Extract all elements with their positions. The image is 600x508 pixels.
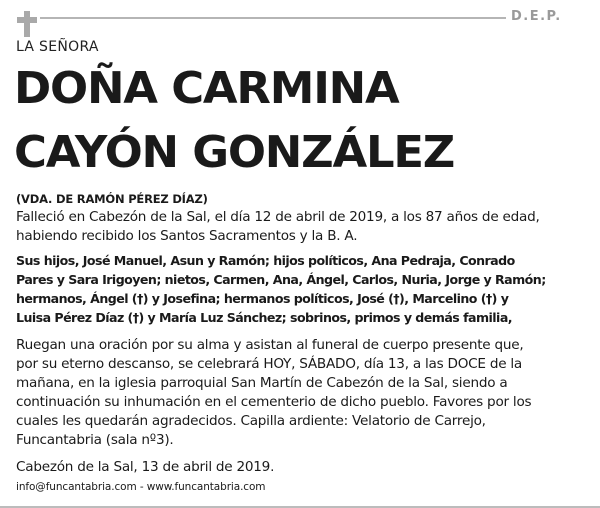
funeral-line: Funcantabria (sala nº3). [16,432,174,448]
death-notice [16,208,588,246]
cross-icon [17,11,37,37]
widow-of: (VDA. DE RAMÓN PÉREZ DÍAZ) [16,192,208,206]
honorific: LA SEÑORA [16,39,99,55]
family-line: Luisa Pérez Díaz (†) y María Luz Sánchez; sobrinos, primos y demás familia, [16,310,513,325]
deceased-name-line-2: CAYÓN GONZÁLEZ [14,127,455,178]
family-list [16,251,588,327]
death-notice-line: Falleció en Cabezón de la Sal, el día 12 de abril de 2019, a los 87 años de edad, [16,209,540,225]
family-line: Sus hijos, José Manuel, Asun y Ramón; hijos políticos, Ana Pedraja, Conrado [16,253,515,268]
death-notice-line: habiendo recibido los Santos Sacramentos y la B. A. [16,228,358,244]
funeral-line: Ruegan una oración por su alma y asistan al funeral de cuerpo presente que, [16,337,524,353]
funeral-line: por su eterno descanso, se celebrará HOY, SÁBADO, día 13, a las DOCE de la [16,356,522,372]
dep-label: D.E.P. [511,9,562,24]
family-line: hermanos, Ángel (†) y Josefina; hermanos políticos, José (†), Marcelino (†) y [16,291,509,306]
funeral-line: cuales les quedarán agradecidos. Capilla ardiente: Velatorio de Carrejo, [16,413,486,429]
footer-contact[interactable]: info@funcantabria.com - www.funcantabria.com [16,481,266,493]
funeral-line: continuación su inhumación en el cementerio de dicho pueblo. Favores por los [16,394,532,410]
top-divider [40,17,506,19]
place-date-line: Cabezón de la Sal, 13 de abril de 2019. [16,459,275,475]
place-date [16,458,588,477]
deceased-name-line-1: DOÑA CARMINA [14,63,399,114]
funeral-line: mañana, en la iglesia parroquial San Martín de Cabezón de la Sal, siendo a [16,375,508,391]
funeral-details [16,336,588,450]
family-line: Pares y Sara Irigoyen; nietos, Carmen, Ana, Ángel, Carlos, Nuria, Jorge y Ramón; [16,272,546,287]
